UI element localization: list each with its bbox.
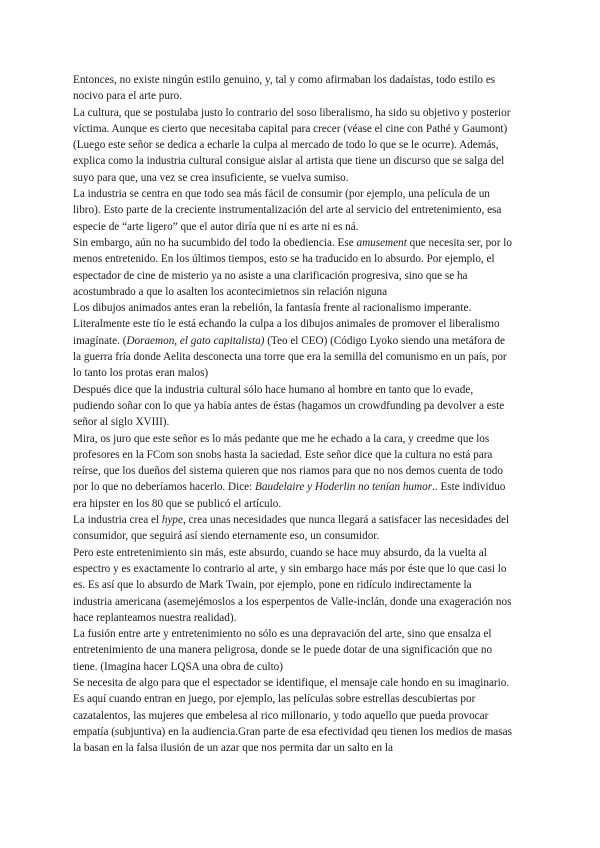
paragraph-text-before: Literalmente este tío le está echando la culpa a los dibujos animales de promover el liberalismo imagínate. ( xyxy=(73,318,500,347)
paragraph-emphasis: Baudelaire y Hoderlin no tenían humor xyxy=(255,481,433,494)
paragraph-cartoons xyxy=(73,300,513,316)
paragraph-text: Se necesita de algo para que el espectador se identifique, el mensaje cale hondo en su imaginario. Es aquí cuando entran en juego, por ejemplo, las películas sobre estrellas descubiertas por cazatalentos, las mujeres que embelesa al rico millonario, y todo aquello que pueda provocar empatía (subjuntiva) en la audiencia.Gran parte de esa efectividad qeu tienen los medios de masas la basan en la falsa ilusión de un azar que nos permita dar un salto en la xyxy=(73,676,512,755)
paragraph-text-after: que necesita ser, por lo menos entretenido. En los últimos tiempos, esto se ha traducido en lo absurdo. Por ejemplo, el espectador de cine de misterio ya no asiste a una clarificación progresiva, sino que se ha acostumbrado a que lo asalten los acontecimietnos sin relación niguna xyxy=(73,236,512,298)
paragraph-text-before: Sin embargo, aún no ha sucumbido del todo la obediencia. Ese xyxy=(73,236,357,249)
paragraph-pedant xyxy=(73,431,513,512)
paragraph-emphasis: Doraemon, el gato capitalista) xyxy=(126,334,265,347)
paragraph-amusement xyxy=(73,235,513,300)
paragraph-text: La fusión entre arte y entretenimiento no sólo es una depravación del arte, sino que ensalza el entretenimiento de una manera peligrosa, donde se le puede dotar de una significación que no tiene. (Imagina hacer LQSA una obra de culto) xyxy=(73,628,493,673)
paragraph-emphasis: amusement xyxy=(356,236,407,249)
paragraph-text: Después dice que la industria cultural sólo hace humano al hombre en tanto que lo evade, pudiendo soñar con lo que ya había antes de éstas (hagamos un crowdfunding pa devolver a este señor al siglo XVIII). xyxy=(73,383,505,429)
paragraph-fusion xyxy=(73,626,513,675)
paragraph-emphasis: hype xyxy=(161,514,183,527)
paragraph-escape xyxy=(73,382,513,431)
paragraph-text: La industria se centra en que todo sea más fácil de consumir (por ejemplo, una película de un libro). Esto parte de la creciente instrumentalización del arte al servicio del entretenimiento, esa especie de “arte ligero” que el autor diría que ni es arte ni es ná. xyxy=(73,188,502,233)
paragraph-culture-liberalism xyxy=(73,105,513,186)
document-page xyxy=(73,72,513,756)
paragraph-text: Pero este entretenimiento sin más, este absurdo, cuando se hace muy absurdo, da la vuelta al espectro y es exactamente lo contrario al arte, y sin embargo hace más por éste que lo que casi lo es. Es así que lo absurdo de Mark Twain, por ejemplo, pone en ridículo indirectamente la industria americana (asemejémoslos a los esperpentos de Valle-inclán, donde una exageración nos hace replanteamos nuestra realidad). xyxy=(73,546,512,624)
paragraph-text: Entonces, no existe ningún estilo genuino, y, tal y como afirmaban los dadaístas, todo estilo es nocivo para el arte puro. xyxy=(73,74,496,103)
paragraph-identification xyxy=(73,675,513,756)
paragraph-hype xyxy=(73,512,513,545)
paragraph-text-before: La industria crea el xyxy=(73,514,162,527)
paragraph-doraemon xyxy=(73,316,513,381)
paragraph-text-after: .. Este individuo era hipster en los 80 que se publicó el artículo. xyxy=(73,481,506,510)
paragraph-absurd xyxy=(73,545,513,626)
paragraph-text: La cultura, que se postulaba justo lo contrario del soso liberalismo, ha sido su objetivo y posterior víctima. Aunque es cierto que necesitaba capital para crecer (véase el cine con Pathé y Gaumont) (Luego este señor se dedica a echarle la culpa al mercado de todo lo que se le ocurre). Además, explica como la industria cultural consigue aislar al artista que tiene un discurso que se salga del suyo para que, una vez se crea insuficiente, se vuelva sumiso. xyxy=(73,106,511,184)
paragraph-easy-consumption xyxy=(73,186,513,235)
paragraph-dadaism xyxy=(73,72,513,105)
paragraph-text-after: , crea unas necesidades que nunca llegará a satisfacer las necesidades del consumidor, que seguirá así siendo eternamente eso, un consumidor. xyxy=(73,514,510,543)
paragraph-text: Los dibujos animados antes eran la rebelión, la fantasía frente al racionalismo imperante. xyxy=(73,302,472,315)
paragraph-text-after: (Teo el CEO) (Código Lyoko siendo una metáfora de la guerra fría donde Aelita desconecta una torre que era la semilla del comunismo en un país, por lo tanto los protas eran malos) xyxy=(73,334,507,380)
paragraph-text-before: Mira, os juro que este señor es lo más pedante que me he echado a la cara, y creedme que los profesores en la FCom son snobs hasta la saciedad. Este señor dice que la cultura no está para reírse, que los dueños del sistema quieren que nos riamos para que no nos demos cuenta de todo por lo que no deberíamos hacerlo. Dice: xyxy=(73,432,503,494)
